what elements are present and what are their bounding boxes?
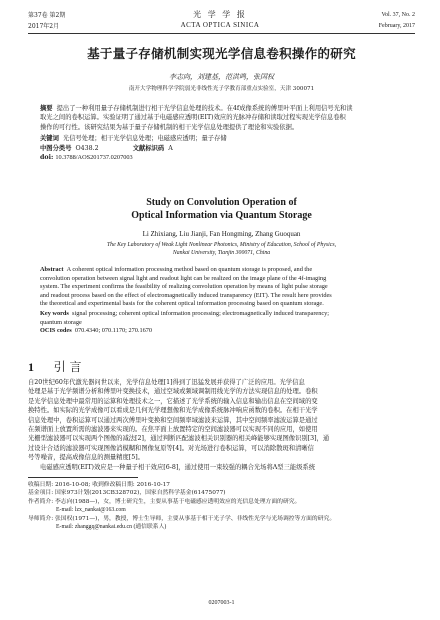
- ocis-label: OCIS codes: [40, 327, 72, 335]
- intro-line: 号等噪音，提高成像信息的测量精度[5]。: [28, 454, 144, 462]
- abstract-en-line: the theoretical and experimental basis for the coherent optical information processing based on quantum storage.: [40, 300, 324, 308]
- intro-line: 电磁感应透明(EIT)效应是一种量子相干效应[6-8]，通过使用一束较强的耦合光场将Λ型三能级系统: [40, 463, 316, 471]
- journal-volume-issue: 第37卷 第2期: [28, 12, 66, 19]
- footnote-advisor-email[interactable]: E-mail: zhanggq@nankai.edu.cn (通信联系人): [56, 524, 167, 531]
- journal-masthead: [120, 10, 320, 30]
- intro-line: 在频谱面上放置所需的滤波器来实现的。在焦平面上放置特定的空间滤波器可以实现不同的应用，如使用: [28, 426, 318, 434]
- intro-line: 光栅型滤波器可以实现两个图像的减法[2]，通过判断匹配滤波相关识别器的相关峰能够实现图像识别[3]，通: [28, 435, 330, 443]
- paper-title-en: [28, 196, 415, 222]
- footnotes: [28, 481, 415, 531]
- footnote-author: 作者简介: 李志向(1988—)，女，博士研究生，主要从事基于电磁感应透明效应的光信息处理方面的研究。: [28, 498, 301, 505]
- section-heading-introduction: [28, 358, 228, 375]
- doi-value[interactable]: 10.3788/AOS201737.0207003: [55, 154, 133, 162]
- footnote-received: 收稿日期: 2016-10-08; 收到修改稿日期: 2016-10-17: [28, 482, 170, 488]
- doc-code-value: A: [168, 144, 173, 152]
- keywords-en-label: Key words: [40, 309, 69, 317]
- authors-en: Li Zhixiang, Liu Jianji, Fan Hongming, Zhang Guoquan: [142, 230, 301, 238]
- abstract-en-line: system. The experiment confirms the feasibility of realizing convolution operation by means of light pulse storage: [40, 283, 328, 291]
- paper-title-en-line: Optical Information via Quantum Storage: [131, 210, 312, 221]
- clc-label: 中图分类号: [40, 144, 72, 152]
- journal-name-en: ACTA OPTICA SINICA: [180, 21, 260, 29]
- abstract-cn: [40, 104, 408, 162]
- introduction-body: [28, 378, 415, 472]
- footnote-rule: [28, 477, 138, 478]
- intro-line: 换特性。如实际的光学成像可以看成是几何光学理想像和光学成像系统脉冲响应函数的卷积。在相干光学: [28, 407, 318, 415]
- footnote-funding: 基金项目: 国家973计划(2013CB328702)，国家自然科学基金(61475077): [28, 490, 226, 497]
- keywords-en-line: signal processing; coherent optical information processing; electromagnetically induced transparency;: [72, 309, 330, 317]
- abstract-en-label: Abstract: [40, 266, 64, 273]
- footnote-advisor: 导师简介: 张国权(1971—)，男，教授，博士生导师，主要从事基于相干光子学、非线性光学与光场调控等方面的研究。: [28, 515, 336, 522]
- doi-label: doi:: [40, 154, 54, 162]
- abstract-en-line: convolution operation between signal light and readout light can be realized on the image plane of the 4f-imaging: [40, 274, 327, 282]
- intro-line: 信息处理中，卷积运算可以通过两次傅里叶变换和空间频率域滤波来运算，其中空间频率滤波运算是通过: [28, 416, 318, 424]
- abstract-cn-line: 操作的可行性。该研究结果为基于量子存储机制的相干光学信息处理提供了理论和实验依据。: [40, 123, 299, 131]
- section-number: 1: [28, 360, 34, 374]
- keywords-cn-label: 关键词: [40, 135, 59, 143]
- paper-title-cn: 基于量子存储机制实现光学信息卷积操作的研究: [87, 46, 356, 61]
- abstract-en-line: A coherent optical information processing method based on quantum storage is proposed, and the: [66, 266, 313, 273]
- intro-line: 自20世纪60年代激光器问世以来，光学信息处理[1]得到了迅猛发展并获得了广泛的应用。光学信息: [28, 379, 305, 386]
- footnote-author-email[interactable]: E-mail: lzx_nankai@163.com: [56, 507, 126, 514]
- authors-cn: 李志向，刘建基，范洪鸣，张国权: [169, 73, 274, 81]
- intro-line: 过设计合适的滤波器可实现图像消模糊和图像复原等[4]。对光场进行卷积运算，可以消除散斑和清晰信: [28, 444, 314, 452]
- affiliation-en-line: The Key Laboratory of Weak Light Nonlinear Photonics, Ministry of Education, School of Physics,: [106, 242, 337, 248]
- journal-date-en: February, 2017: [378, 23, 415, 29]
- ocis-codes: 070.4340; 070.1170; 270.1670: [74, 327, 153, 335]
- intro-line: 是光学信息处理中最常用的运算和处理技术之一，它描述了光学系统的输入信息和输出信息在空间域的变: [28, 397, 318, 405]
- section-title: 引 言: [53, 360, 82, 374]
- affiliation-cn: 南开大学物理科学学院弱光非线性光子学教育部重点实验室，天津 300071: [128, 86, 315, 92]
- abstract-cn-line: 提出了一种利用量子存储机制进行相干光学信息处理的技术。在4f成像系统的傅里叶平面上利用信号光和读: [56, 105, 353, 112]
- journal-volume-en: Vol. 37, No. 2: [381, 12, 415, 18]
- keywords-cn-text: 光信号处理；相干光学信息处理；电磁感应透明；量子存储: [62, 135, 227, 143]
- clc-value: O438.2: [75, 144, 99, 152]
- abstract-en-line: and readout process based on the effect of electromagnetically induced transparency (EIT). The result here provides: [40, 291, 332, 299]
- abstract-cn-label: 摘要: [40, 105, 53, 112]
- page-number: 0207003-1: [208, 600, 235, 606]
- journal-date-cn: 2017年2月: [28, 23, 60, 30]
- header-rule: [28, 33, 415, 34]
- keywords-en-line: quantum storage: [40, 318, 82, 326]
- affiliation-en: [28, 242, 415, 257]
- paper-title-en-line: Study on Convolution Operation of: [146, 197, 297, 208]
- journal-name-cn: 光 学 学 报: [193, 10, 247, 19]
- doc-code-label: 文献标识码: [132, 144, 165, 152]
- abstract-cn-line: 取光之间的卷积运算。实验证明了通过基于电磁感应透明(EIT)效应的光脉冲存储和读取过程实现光学信息卷积: [40, 114, 346, 122]
- abstract-en: [40, 266, 408, 336]
- affiliation-en-line: Nankai University, Tianjin 300071, China: [172, 249, 271, 256]
- intro-line: 处理是基于光学频谱分析和傅里叶变换技术，通过空域或频域调制用线光学的方法实现信息的处理。卷积: [28, 388, 318, 396]
